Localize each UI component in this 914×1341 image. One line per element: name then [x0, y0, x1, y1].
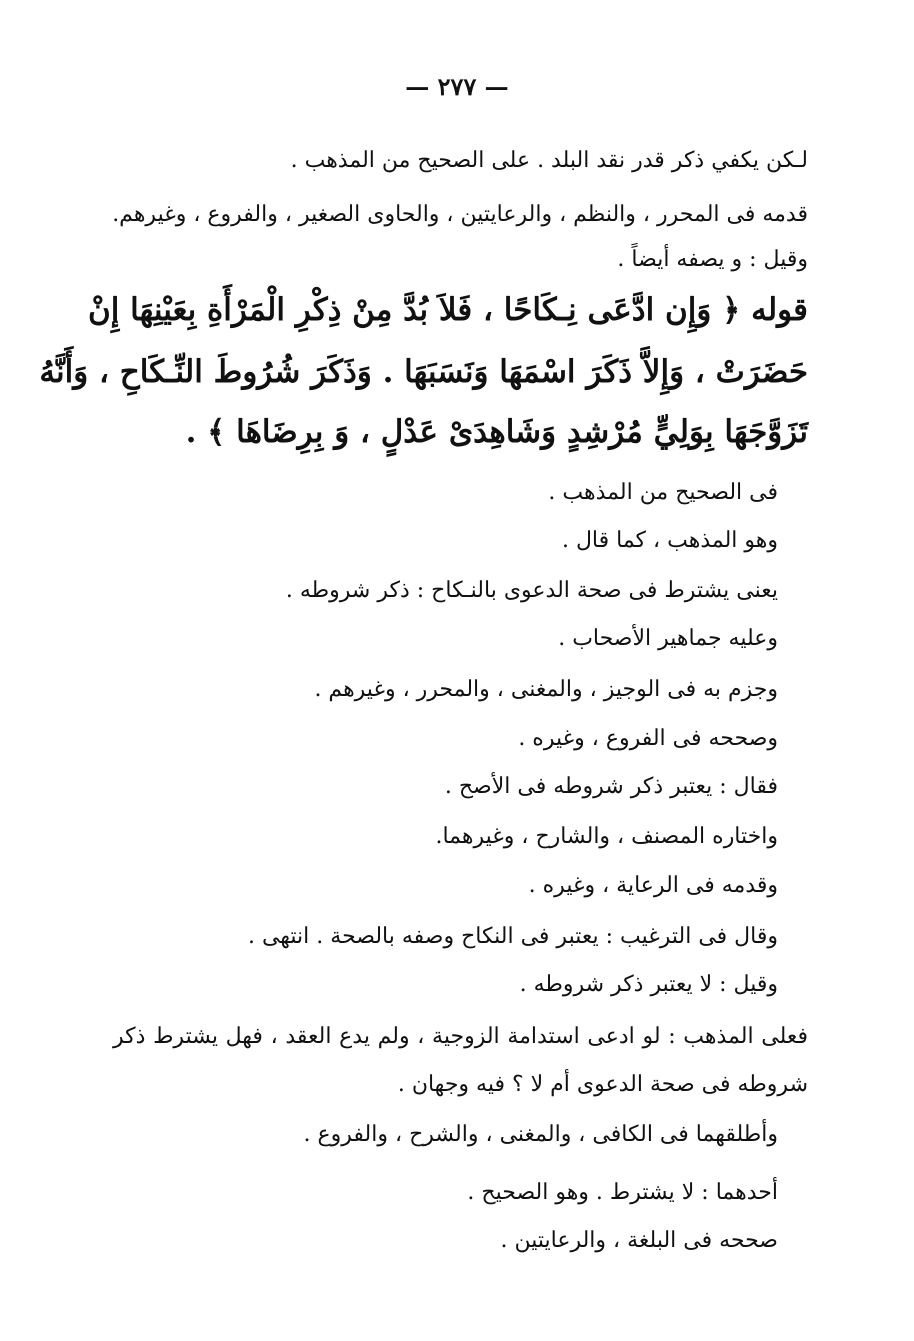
text-line-16: وقال فى الترغيب : يعتبر فى النكاح وصفه بالصحة . انتهى . — [247, 924, 778, 949]
text-line-3: وقيل : و يصفه أيضاً . — [617, 247, 808, 272]
text-line-13: فقال : يعتبر ذكر شروطه فى الأصح . — [444, 774, 778, 799]
text-line-8: وهو المذهب ، كما قال . — [561, 528, 778, 553]
page-number: — ٢٧٧ — — [405, 72, 509, 101]
text-line-20: وأطلقهما فى الكافى ، والمغنى ، والشرح ، والفروع . — [303, 1122, 778, 1147]
text-line-10: وعليه جماهير الأصحاب . — [558, 626, 778, 651]
text-line-7: فى الصحيح من المذهب . — [548, 480, 778, 505]
text-line-21: أحدهما : لا يشترط . وهو الصحيح . — [467, 1180, 778, 1205]
text-line-18: فعلى المذهب : لو ادعى استدامة الزوجية ، ولم يدع العقد ، فهل يشترط ذكر — [113, 1024, 808, 1049]
text-line-11: وجزم به فى الوجيز ، والمغنى ، والمحرر ، وغيرهم . — [314, 677, 778, 702]
text-line-14: واختاره المصنف ، والشارح ، وغيرهما. — [435, 824, 778, 849]
text-line-9: يعنى يشترط فى صحة الدعوى بالنـكاح : ذكر شروطه . — [285, 578, 778, 603]
text-line-22: صححه فى البلغة ، والرعايتين . — [500, 1228, 778, 1253]
text-line-19: شروطه فى صحة الدعوى أم لا ؟ فيه وجهان . — [397, 1072, 808, 1097]
quote-line-2: حَضَرَتْ ، وَإِلاَّ ذَكَرَ اسْمَهَا وَنَسَبَهَا . وَذَكَرَ شُرُوطَ النِّـكَاحِ ، وَأَنَّهُ — [39, 354, 808, 390]
text-line-2: قدمه فى المحرر ، والنظم ، والرعايتين ، والحاوى الصغير ، والفروع ، وغيرهم. — [112, 202, 808, 227]
quote-line-1: قوله ﴿ وَإِن ادَّعَى نِـكَاحًا ، فَلاَ بُدَّ مِنْ ذِكْرِ الْمَرْأَةِ بِعَيْنِهَا إِنْ — [88, 292, 808, 328]
text-line-17: وقيل : لا يعتبر ذكر شروطه . — [519, 972, 778, 997]
text-line-1: لـكن يكفي ذكر قدر نقد البلد . على الصحيح من المذهب . — [290, 148, 808, 173]
text-line-12: وصححه فى الفروع ، وغيره . — [518, 726, 778, 751]
text-line-15: وقدمه فى الرعاية ، وغيره . — [528, 873, 778, 898]
quote-line-3: تَزَوَّجَهَا بِوَلِيٍّ مُرْشِدٍ وَشَاهِدَىْ عَدْلٍ ، وَ بِرِضَاهَا ﴾ . — [185, 414, 808, 450]
